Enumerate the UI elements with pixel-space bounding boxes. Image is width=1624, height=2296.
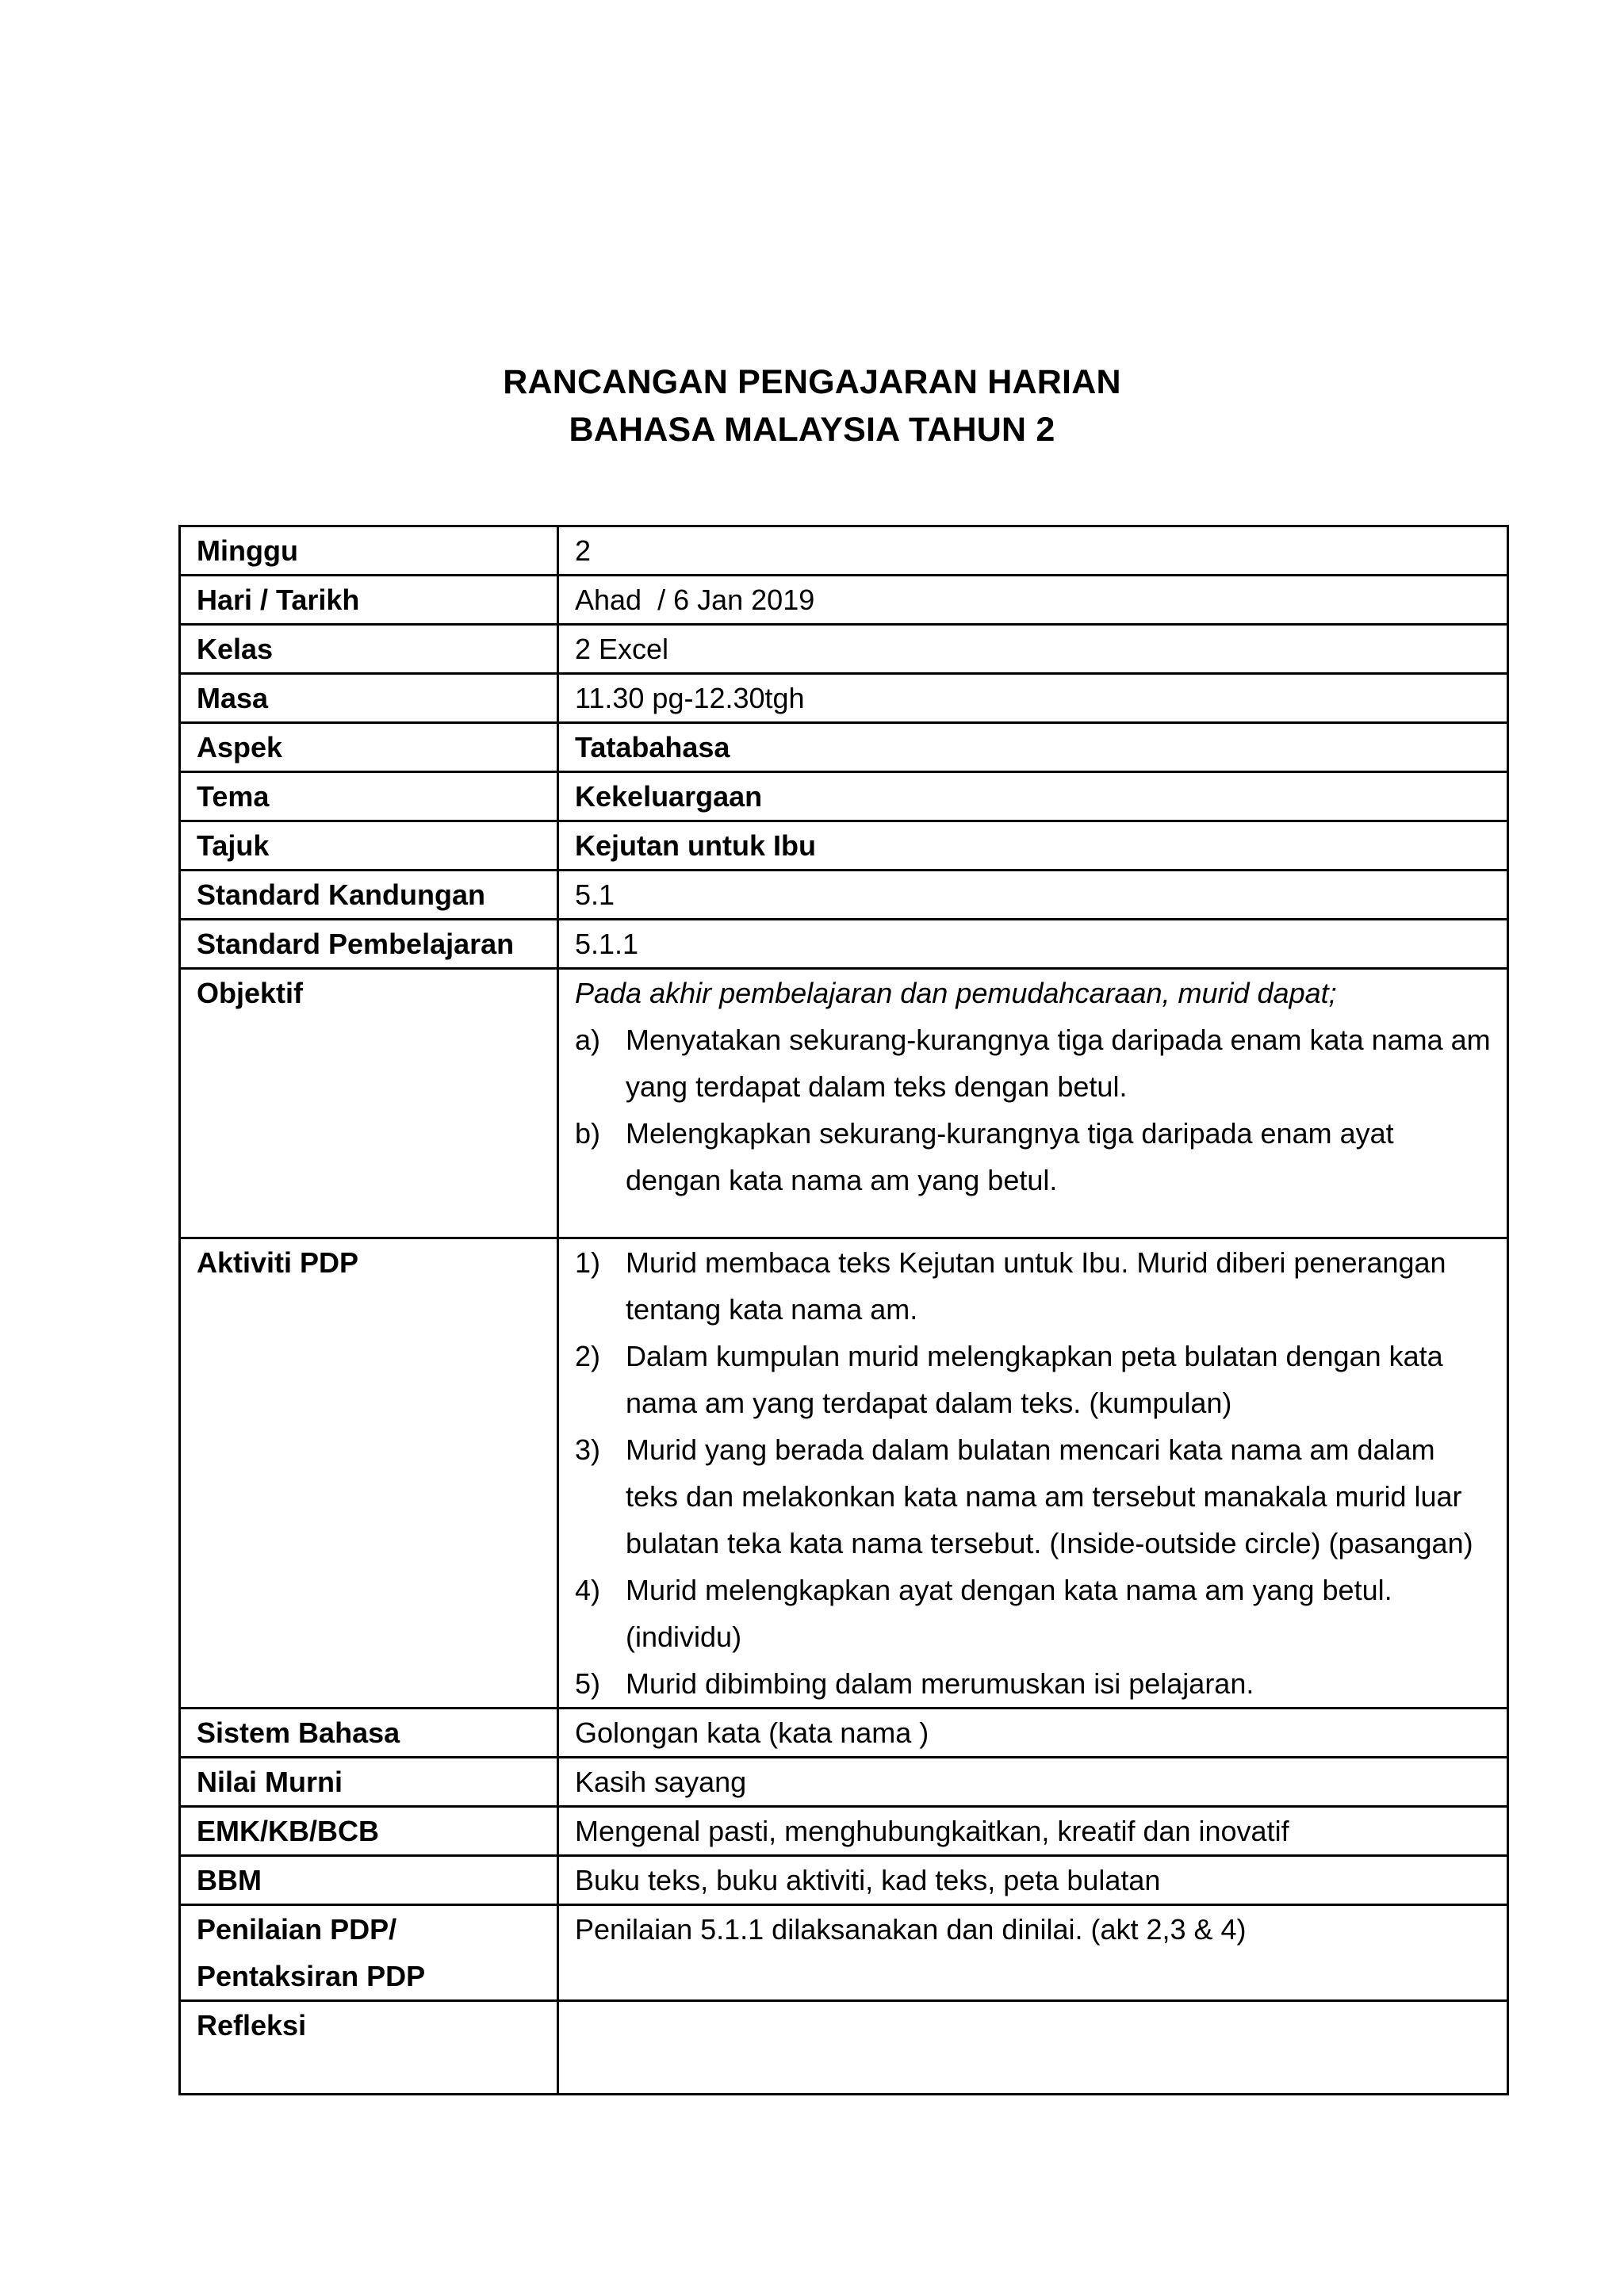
value-nilai-murni: Kasih sayang bbox=[558, 1758, 1508, 1807]
value-objektif bbox=[558, 969, 1508, 1238]
label-hari-tarikh: Hari / Tarikh bbox=[180, 576, 558, 625]
row-tajuk bbox=[180, 821, 1508, 871]
value-minggu: 2 bbox=[558, 526, 1508, 576]
list-marker: 5) bbox=[575, 1667, 601, 1700]
value-standard-pembelajaran: 5.1.1 bbox=[558, 920, 1508, 969]
value-refleksi bbox=[558, 2001, 1508, 2095]
title-line-2: BAHASA MALAYSIA TAHUN 2 bbox=[569, 411, 1055, 449]
list-item-text: Murid membaca teks Kejutan untuk Ibu. Murid diberi penerangan tentang kata nama am. bbox=[626, 1246, 1446, 1326]
row-hari-tarikh bbox=[180, 576, 1508, 625]
list-item-text: Murid melengkapkan ayat dengan kata nama am yang betul.(individu) bbox=[626, 1574, 1392, 1653]
value-penilaian: Penilaian 5.1.1 dilaksanakan dan dinilai. (akt 2,3 & 4) bbox=[558, 1905, 1508, 2001]
list-item-text: Melengkapkan sekurang-kurangnya tiga daripada enam ayat dengan kata nama am yang betul. bbox=[626, 1117, 1394, 1196]
label-masa: Masa bbox=[180, 674, 558, 723]
label-nilai-murni: Nilai Murni bbox=[180, 1758, 558, 1807]
list-item bbox=[575, 1567, 1491, 1660]
label-tajuk: Tajuk bbox=[180, 821, 558, 871]
row-standard-kandungan bbox=[180, 871, 1508, 920]
label-penilaian-line-2: Pentaksiran PDP bbox=[197, 1960, 426, 1992]
list-item bbox=[575, 1110, 1491, 1203]
list-item bbox=[575, 1660, 1491, 1707]
label-sistem-bahasa: Sistem Bahasa bbox=[180, 1709, 558, 1758]
value-standard-kandungan: 5.1 bbox=[558, 871, 1508, 920]
row-sistem-bahasa bbox=[180, 1709, 1508, 1758]
value-aktiviti-pdp bbox=[558, 1238, 1508, 1709]
label-bbm: BBM bbox=[180, 1856, 558, 1905]
row-nilai-murni bbox=[180, 1758, 1508, 1807]
objektif-intro: Pada akhir pembelajaran dan pemudahcaraan, murid dapat; bbox=[575, 977, 1337, 1009]
label-aspek: Aspek bbox=[180, 723, 558, 772]
list-item bbox=[575, 1239, 1491, 1333]
document-title bbox=[0, 358, 1624, 453]
value-bbm: Buku teks, buku aktiviti, kad teks, peta bulatan bbox=[558, 1856, 1508, 1905]
row-masa bbox=[180, 674, 1508, 723]
label-aktiviti-pdp: Aktiviti PDP bbox=[180, 1238, 558, 1709]
value-tajuk: Kejutan untuk Ibu bbox=[558, 821, 1508, 871]
value-emk: Mengenal pasti, menghubungkaitkan, kreatif dan inovatif bbox=[558, 1807, 1508, 1856]
list-marker: 2) bbox=[575, 1340, 601, 1372]
list-item bbox=[575, 1426, 1491, 1567]
list-marker: 4) bbox=[575, 1574, 601, 1606]
label-refleksi: Refleksi bbox=[180, 2001, 558, 2095]
row-standard-pembelajaran bbox=[180, 920, 1508, 969]
row-emk bbox=[180, 1807, 1508, 1856]
row-refleksi bbox=[180, 2001, 1508, 2095]
list-item-text: Dalam kumpulan murid melengkapkan peta bulatan dengan kata nama am yang terdapat dalam teks. (kumpulan) bbox=[626, 1340, 1443, 1419]
list-marker: 1) bbox=[575, 1246, 601, 1279]
label-penilaian-line-1: Penilaian PDP/ bbox=[197, 1913, 397, 1946]
label-standard-pembelajaran: Standard Pembelajaran bbox=[180, 920, 558, 969]
list-marker: a) bbox=[575, 1024, 601, 1056]
value-aspek: Tatabahasa bbox=[558, 723, 1508, 772]
lesson-plan-table bbox=[178, 525, 1509, 2095]
list-item-text: Menyatakan sekurang-kurangnya tiga daripada enam kata nama am yang terdapat dalam teks dengan betul. bbox=[626, 1024, 1491, 1103]
value-masa: 11.30 pg-12.30tgh bbox=[558, 674, 1508, 723]
aktiviti-list bbox=[575, 1239, 1491, 1707]
list-item bbox=[575, 1333, 1491, 1426]
row-aktiviti-pdp bbox=[180, 1238, 1508, 1709]
title-line-1: RANCANGAN PENGAJARAN HARIAN bbox=[503, 363, 1121, 401]
list-item bbox=[575, 1016, 1491, 1110]
row-bbm bbox=[180, 1856, 1508, 1905]
row-tema bbox=[180, 772, 1508, 821]
label-objektif: Objektif bbox=[180, 969, 558, 1238]
value-tema: Kekeluargaan bbox=[558, 772, 1508, 821]
label-penilaian bbox=[180, 1905, 558, 2001]
objektif-list bbox=[575, 1016, 1491, 1203]
label-tema: Tema bbox=[180, 772, 558, 821]
value-sistem-bahasa: Golongan kata (kata nama ) bbox=[558, 1709, 1508, 1758]
value-hari-tarikh: Ahad / 6 Jan 2019 bbox=[558, 576, 1508, 625]
row-kelas bbox=[180, 625, 1508, 674]
label-emk: EMK/KB/BCB bbox=[180, 1807, 558, 1856]
list-marker: b) bbox=[575, 1117, 601, 1150]
list-item-text: Murid yang berada dalam bulatan mencari kata nama am dalam teks dan melakonkan kata nama am tersebut manakala murid luar bulatan teka kata nama tersebut. (Inside-outside circle) (pasangan) bbox=[626, 1433, 1473, 1559]
label-minggu: Minggu bbox=[180, 526, 558, 576]
value-kelas: 2 Excel bbox=[558, 625, 1508, 674]
row-objektif bbox=[180, 969, 1508, 1238]
row-aspek bbox=[180, 723, 1508, 772]
list-item-text: Murid dibimbing dalam merumuskan isi pelajaran. bbox=[626, 1667, 1254, 1700]
label-standard-kandungan: Standard Kandungan bbox=[180, 871, 558, 920]
label-kelas: Kelas bbox=[180, 625, 558, 674]
row-minggu bbox=[180, 526, 1508, 576]
list-marker: 3) bbox=[575, 1433, 601, 1466]
row-penilaian bbox=[180, 1905, 1508, 2001]
